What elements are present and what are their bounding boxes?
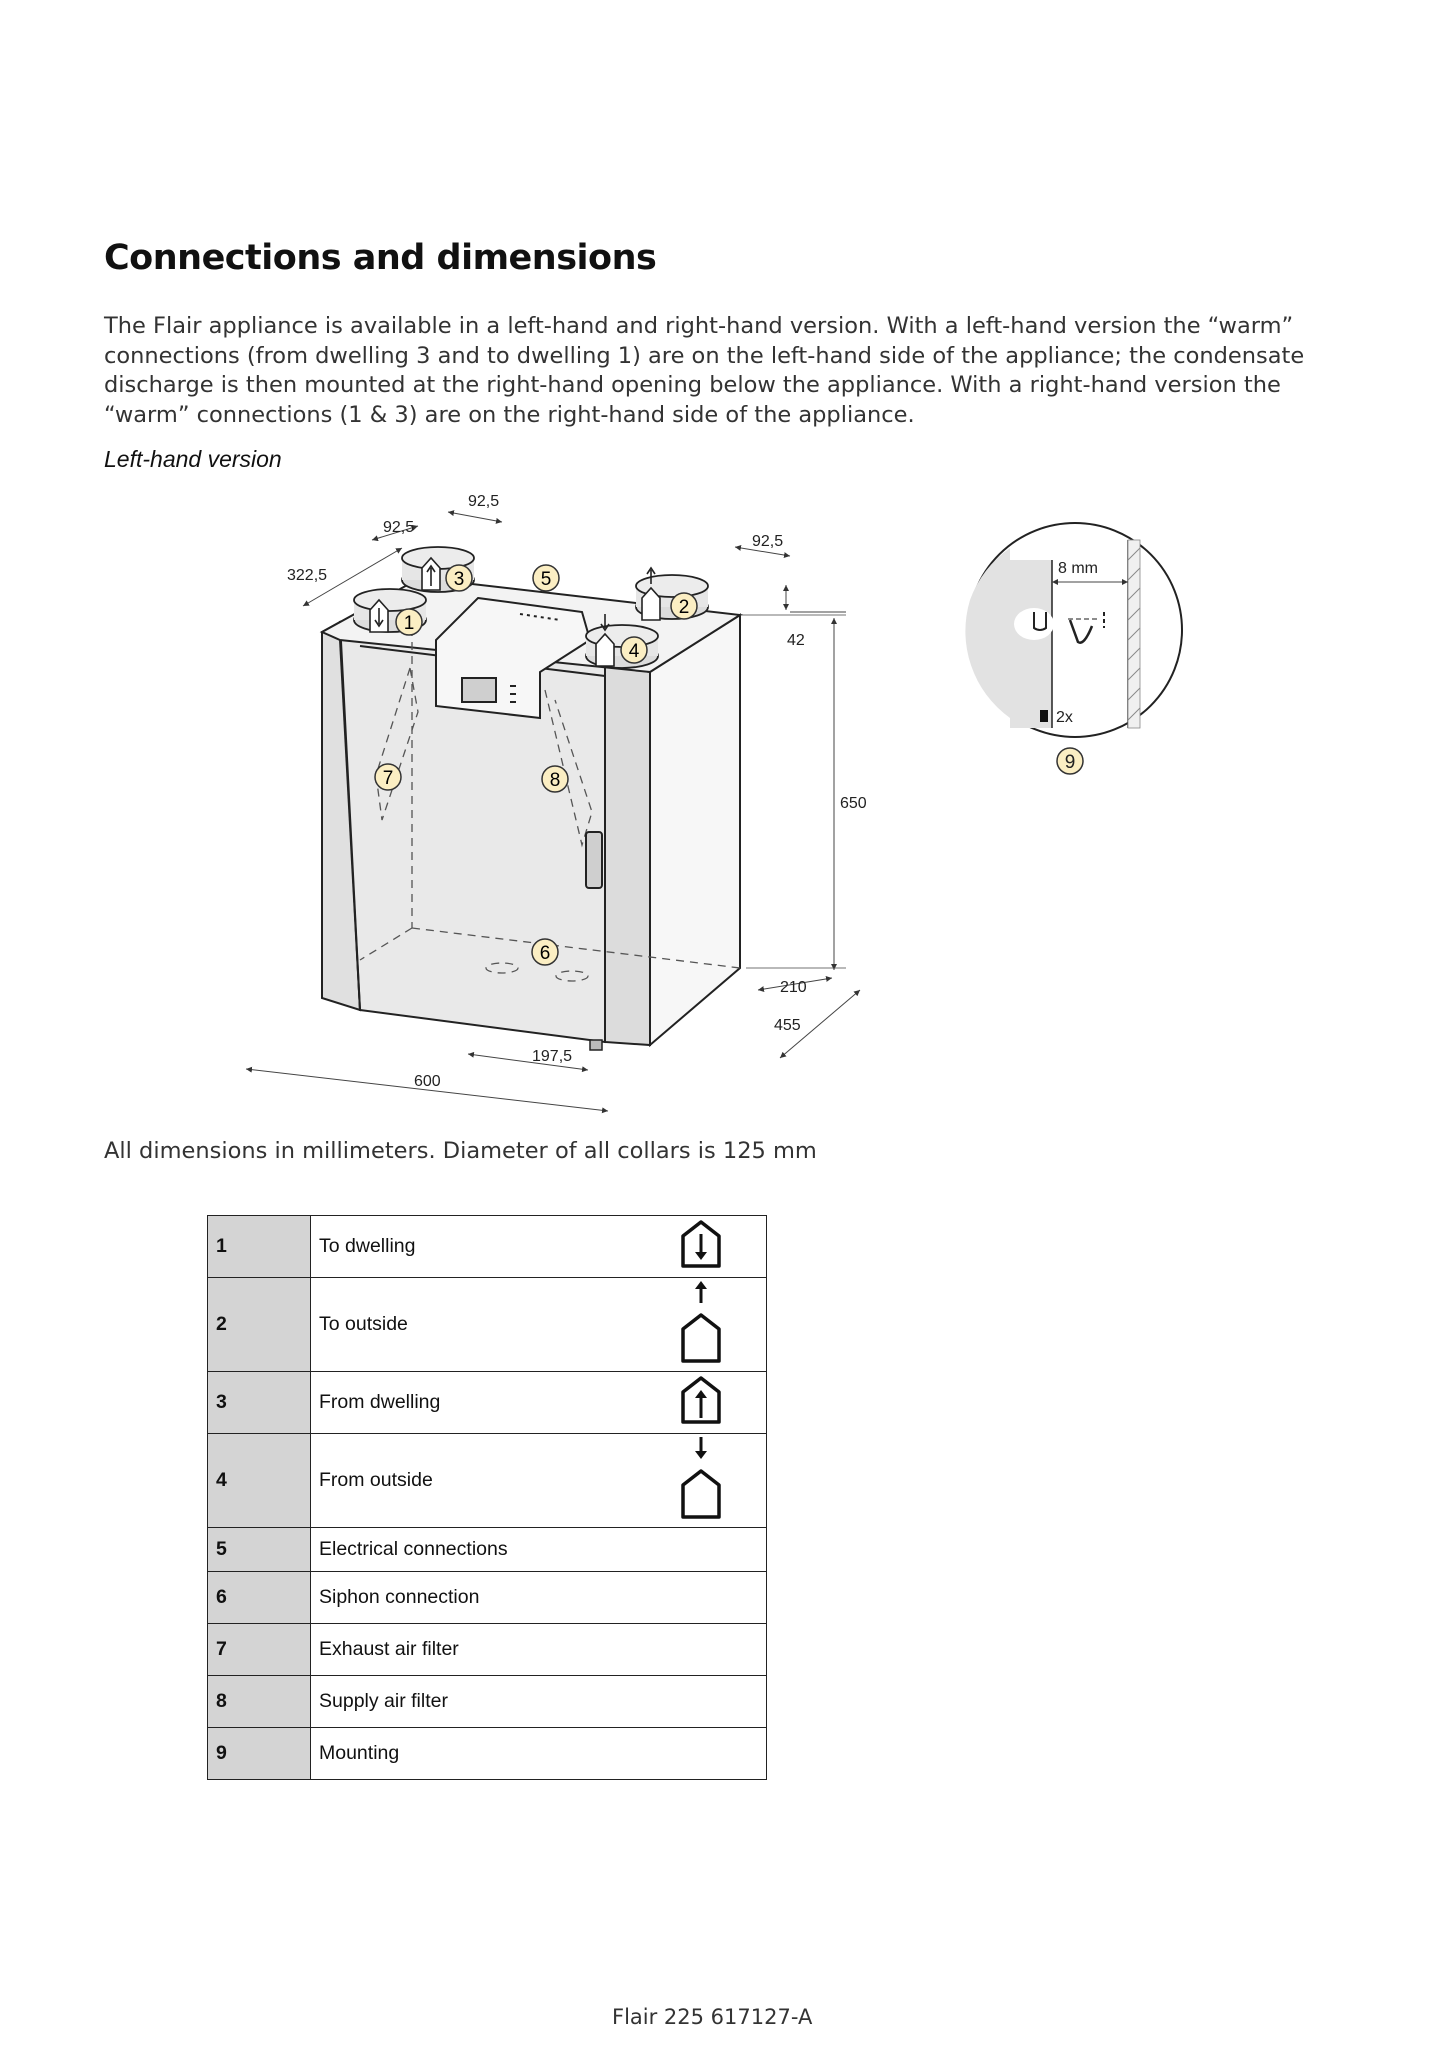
marker-6 xyxy=(532,939,558,965)
svg-text:8: 8 xyxy=(549,770,561,791)
svg-text:197,5: 197,5 xyxy=(532,1048,573,1065)
marker-1 xyxy=(396,609,422,635)
svg-text:8 mm: 8 mm xyxy=(1058,560,1098,577)
table-row xyxy=(208,1572,767,1624)
svg-text:600: 600 xyxy=(414,1073,441,1090)
table-row xyxy=(208,1278,767,1372)
row-number: 3 xyxy=(208,1372,311,1434)
table-row xyxy=(208,1216,767,1278)
mounting-detail xyxy=(965,523,1182,774)
marker-5 xyxy=(533,565,559,591)
row-number: 9 xyxy=(208,1728,311,1780)
svg-text:3: 3 xyxy=(453,569,465,590)
svg-text:92,5: 92,5 xyxy=(383,519,415,536)
svg-text:210: 210 xyxy=(780,979,807,996)
table-row xyxy=(208,1728,767,1780)
svg-text:92,5: 92,5 xyxy=(468,493,500,510)
svg-text:455: 455 xyxy=(774,1017,801,1034)
svg-text:5: 5 xyxy=(540,569,552,590)
table-row xyxy=(208,1676,767,1728)
marker-2 xyxy=(671,593,697,619)
svg-text:92,5: 92,5 xyxy=(752,533,784,550)
svg-text:2x: 2x xyxy=(1056,709,1073,726)
house-arrow-up-icon xyxy=(679,1374,723,1426)
siphon-pipe xyxy=(590,1040,602,1050)
row-label: Mounting xyxy=(311,1728,767,1780)
dimensions-caption: All dimensions in millimeters. Diameter of all collars is 125 mm xyxy=(104,1138,817,1164)
row-number: 2 xyxy=(208,1278,311,1372)
appliance-dimension-drawing xyxy=(0,470,1448,1120)
house-arrow-in-icon xyxy=(679,1435,723,1521)
marker-8 xyxy=(542,766,568,792)
row-number: 1 xyxy=(208,1216,311,1278)
row-label: From outside xyxy=(311,1434,637,1528)
marker-7 xyxy=(375,764,401,790)
house-arrow-out-icon xyxy=(679,1279,723,1365)
marker-3 xyxy=(446,565,472,591)
row-number: 6 xyxy=(208,1572,311,1624)
row-label: Exhaust air filter xyxy=(311,1624,767,1676)
table-row xyxy=(208,1434,767,1528)
connections-legend-table xyxy=(207,1215,767,1780)
row-label: Electrical connections xyxy=(311,1528,767,1572)
svg-text:4: 4 xyxy=(628,641,640,662)
row-label: Supply air filter xyxy=(311,1676,767,1728)
figure-subtitle: Left-hand version xyxy=(104,446,282,472)
row-label: To outside xyxy=(311,1278,637,1372)
svg-text:2: 2 xyxy=(678,597,690,618)
row-label: To dwelling xyxy=(311,1216,637,1278)
page-title: Connections and dimensions xyxy=(104,238,657,278)
svg-text:322,5: 322,5 xyxy=(287,567,328,584)
table-row xyxy=(208,1528,767,1572)
svg-text:1: 1 xyxy=(403,613,415,634)
intro-paragraph: The Flair appliance is available in a left-hand and right-hand version. With a left-hand version the “warm” connections (from dwelling 3 and to dwelling 1) are on the left-hand side of the appliance; the condensate discharge is then mounted at the right-hand opening below the appliance. With a right-hand version the “warm” connections (1 & 3) are on the right-hand side of the appliance. xyxy=(104,313,1305,428)
svg-text:7: 7 xyxy=(382,768,394,789)
page-footer: Flair 225 617127-A xyxy=(612,2005,813,2029)
svg-text:42: 42 xyxy=(787,632,805,649)
row-number: 7 xyxy=(208,1624,311,1676)
table-row xyxy=(208,1372,767,1434)
marker-4 xyxy=(621,637,647,663)
svg-text:6: 6 xyxy=(539,943,551,964)
table-row xyxy=(208,1624,767,1676)
row-number: 4 xyxy=(208,1434,311,1528)
row-label: From dwelling xyxy=(311,1372,637,1434)
svg-text:9: 9 xyxy=(1064,752,1076,773)
row-label: Siphon connection xyxy=(311,1572,767,1624)
row-number: 5 xyxy=(208,1528,311,1572)
svg-text:650: 650 xyxy=(840,795,867,812)
house-arrow-down-icon xyxy=(679,1218,723,1270)
row-number: 8 xyxy=(208,1676,311,1728)
door-handle xyxy=(586,832,602,888)
